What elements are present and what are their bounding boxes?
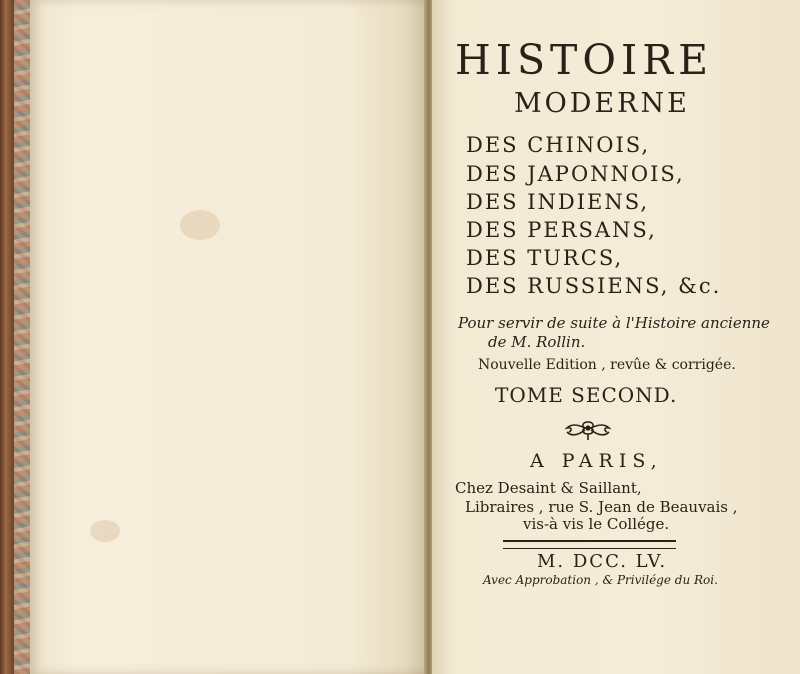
foxing-spot <box>180 210 220 240</box>
fleuron-ornament-icon <box>563 418 613 442</box>
volume-label: TOME SECOND. <box>495 383 678 407</box>
approbation-line: Avec Approbation , & Privilége du Roi. <box>483 573 718 587</box>
foxing-spot <box>90 520 120 542</box>
nation-line: DES TURCS, <box>466 246 624 270</box>
nation-line: DES INDIENS, <box>466 190 650 214</box>
nation-line: DES JAPONNOIS, <box>466 162 685 186</box>
title-line-1: HISTOIRE <box>455 36 713 84</box>
publisher-line-2: Libraires , rue S. Jean de Beauvais , <box>465 498 738 516</box>
subtitle-line-2: de M. Rollin. <box>488 333 586 351</box>
edition-statement: Nouvelle Edition , revûe & corrigée. <box>478 357 736 373</box>
nation-line: DES PERSANS, <box>466 218 657 242</box>
title-line-2: MODERNE <box>514 88 690 119</box>
subtitle-line-1: Pour servir de suite à l'Histoire ancienne <box>458 314 770 332</box>
publication-year: M. DCC. LV. <box>537 551 668 572</box>
imprint-place: A PARIS, <box>530 450 663 472</box>
publisher-line-3: vis-à vis le Collége. <box>523 515 670 533</box>
nation-line: DES CHINOIS, <box>466 133 651 157</box>
nation-line: DES RUSSIENS, &c. <box>466 274 722 298</box>
book-spine-edge <box>0 0 14 674</box>
blank-left-page <box>30 0 428 674</box>
double-rule-divider <box>503 540 676 549</box>
publisher-line-1: Chez Desaint & Saillant, <box>455 479 642 497</box>
